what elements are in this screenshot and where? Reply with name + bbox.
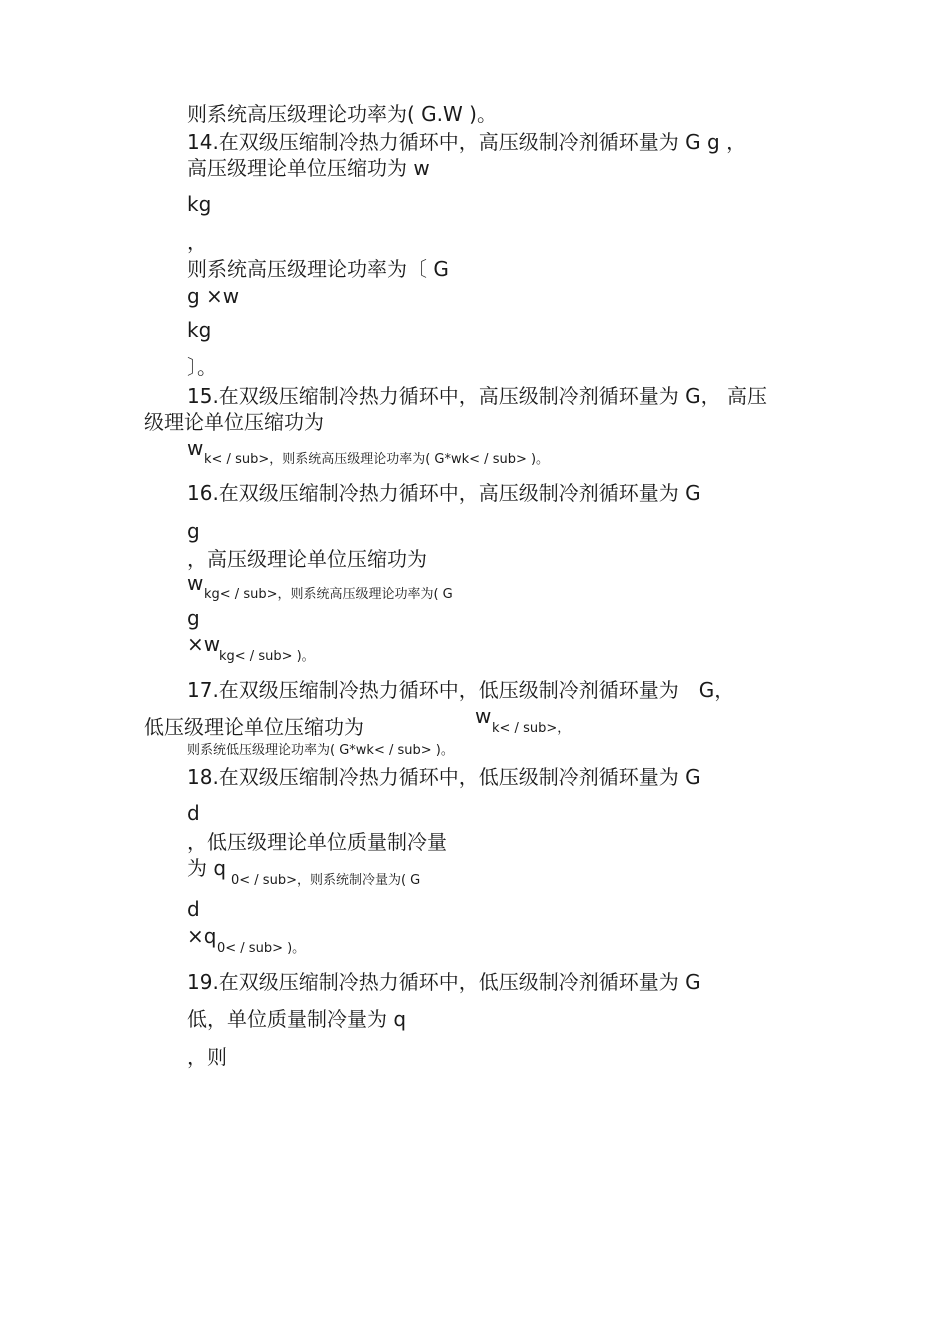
small-text-line: 则系统低压级理论功率为( G*wk< / sub> )。 bbox=[187, 743, 454, 758]
text-line: 低压级理论单位压缩功为 bbox=[144, 715, 364, 739]
text-line: kg bbox=[187, 318, 212, 342]
text-line: 为 q bbox=[187, 856, 227, 880]
small-text-line: k< / sub>，则系统高压级理论功率为( G*wk< / sub> )。 bbox=[204, 452, 550, 467]
small-text-line: k< / sub>， bbox=[492, 721, 571, 736]
text-line: 则系统高压级理论功率为( G.W )。 bbox=[187, 102, 497, 126]
text-line: w bbox=[187, 571, 204, 595]
text-line: ，低压级理论单位质量制冷量 bbox=[187, 830, 447, 854]
text-line: ，高压级理论单位压缩功为 bbox=[187, 547, 427, 571]
text-line: ，则 bbox=[187, 1045, 227, 1069]
text-line: 级理论单位压缩功为 bbox=[144, 410, 324, 434]
text-line: ， bbox=[187, 230, 207, 254]
item-14-heading: 14.在双级压缩制冷热力循环中，高压级制冷剂循环量为 G g ， bbox=[187, 130, 747, 154]
text-line: g bbox=[187, 606, 200, 630]
item-16-heading: 16.在双级压缩制冷热力循环中，高压级制冷剂循环量为 G bbox=[187, 481, 701, 505]
small-text-line: kg< / sub>，则系统高压级理论功率为( G bbox=[204, 587, 453, 602]
text-line: w bbox=[475, 704, 492, 728]
text-line: 则系统高压级理论功率为〔 G bbox=[187, 257, 449, 281]
text-line: 高压级理论单位压缩功为 w bbox=[187, 156, 430, 180]
small-text-line: 0< / sub> )。 bbox=[217, 941, 306, 956]
text-line: kg bbox=[187, 192, 212, 216]
item-15-heading: 15.在双级压缩制冷热力循环中，高压级制冷剂循环量为 G， 高压 bbox=[187, 384, 768, 408]
text-line: g ×w bbox=[187, 284, 240, 308]
text-line: ×w bbox=[187, 632, 221, 656]
text-line: w bbox=[187, 436, 204, 460]
text-line: g bbox=[187, 519, 200, 543]
text-line: ×q bbox=[187, 924, 217, 948]
text-line: 〕。 bbox=[187, 355, 217, 379]
text-line: d bbox=[187, 897, 200, 921]
text-line: d bbox=[187, 801, 200, 825]
item-18-heading: 18.在双级压缩制冷热力循环中，低压级制冷剂循环量为 G bbox=[187, 765, 701, 789]
small-text-line: 0< / sub>，则系统制冷量为( G bbox=[231, 873, 421, 888]
small-text-line: kg< / sub> )。 bbox=[219, 649, 315, 664]
item-17-heading: 17.在双级压缩制冷热力循环中，低压级制冷剂循环量为 G， bbox=[187, 678, 735, 702]
item-19-heading: 19.在双级压缩制冷热力循环中，低压级制冷剂循环量为 G bbox=[187, 970, 701, 994]
text-line: 低，单位质量制冷量为 q bbox=[187, 1007, 407, 1031]
